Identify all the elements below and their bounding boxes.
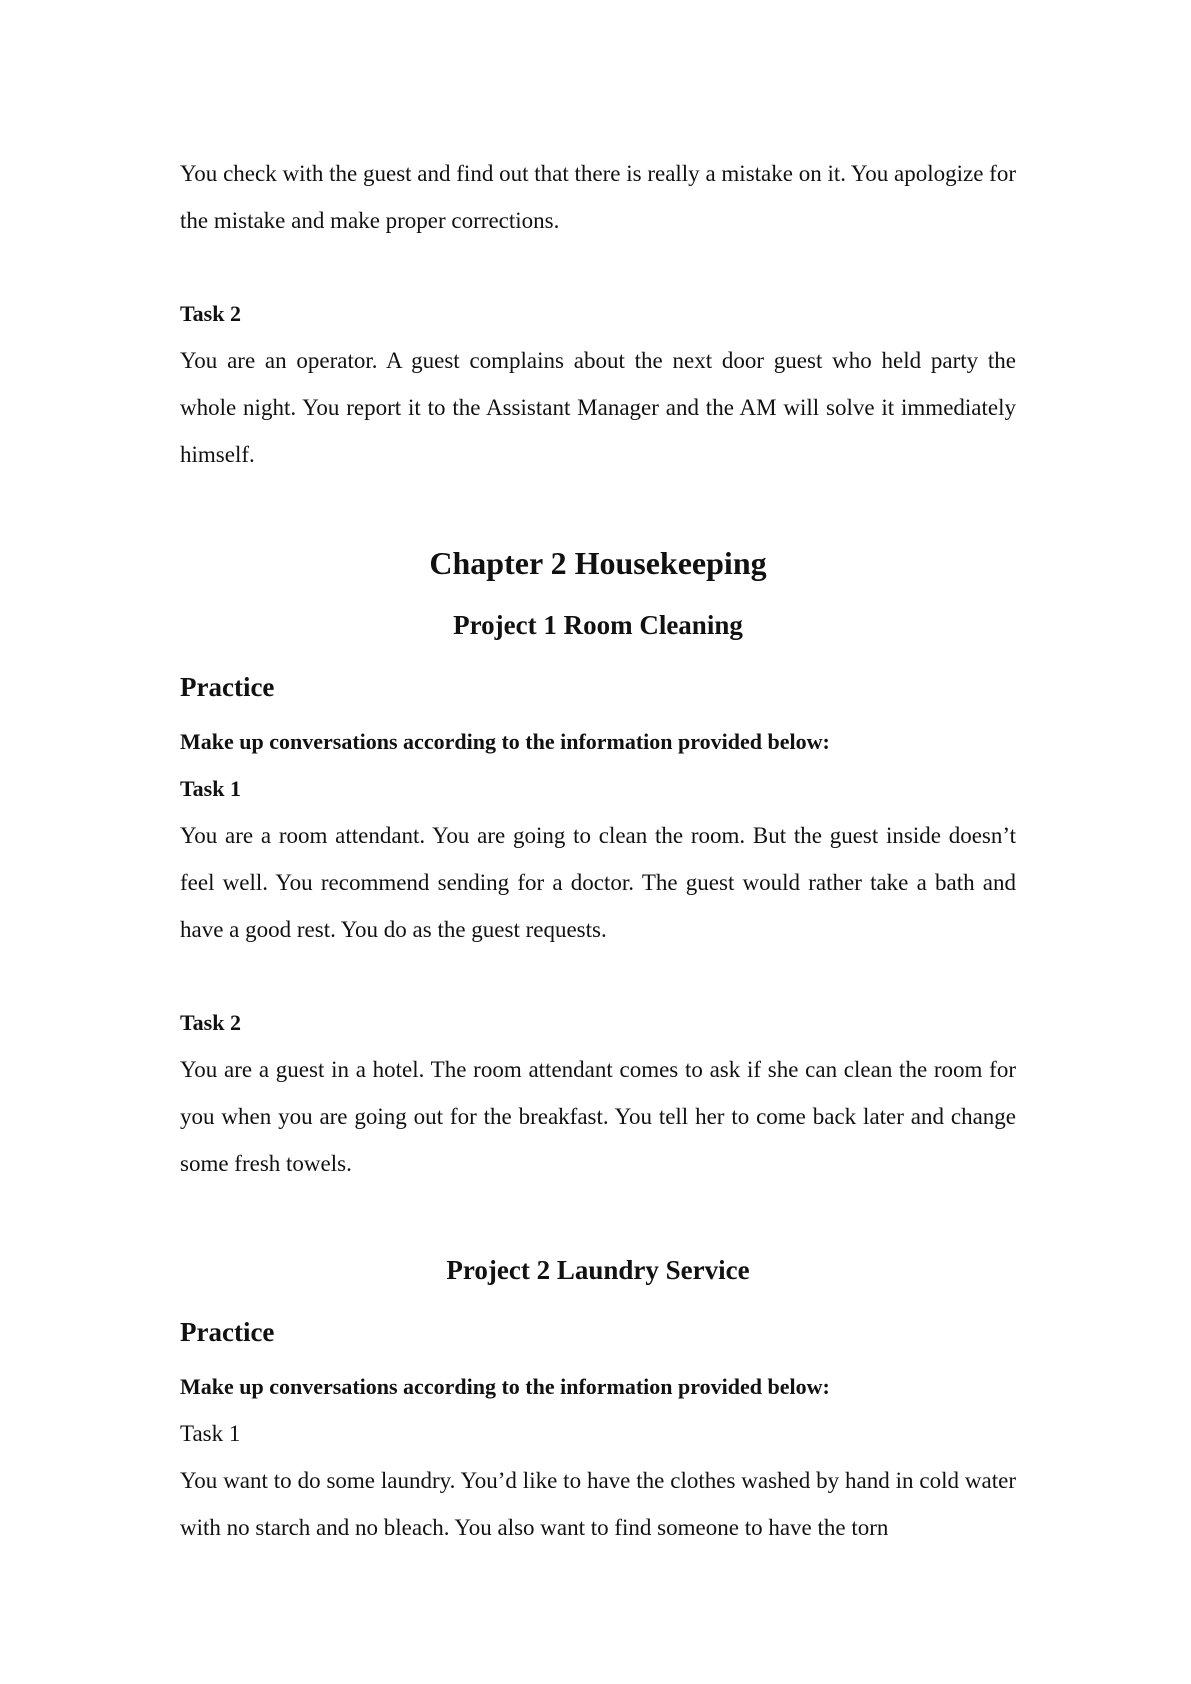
project-2-task-1-paragraph: You want to do some laundry. You’d like to have the clothes washed by hand in cold water with no starch and no bleach. You also want to find someone to have the torn [180, 1468, 1016, 1540]
document-page [180, 150, 1016, 1551]
project-1-task-1-heading: Task 1 [180, 776, 241, 801]
project-2-task-1-heading: Task 1 [180, 1421, 241, 1446]
project-2-instruction: Make up conversations according to the information provided below: [180, 1374, 830, 1399]
spacer [180, 478, 1016, 532]
chapter-title: Chapter 2 Housekeeping [429, 545, 767, 581]
project-2-title: Project 2 Laundry Service [446, 1255, 750, 1285]
project-2-practice-heading: Practice [180, 1317, 275, 1347]
task-2-paragraph: You are an operator. A guest complains about the next door guest who held party the whole night. You report it to the Assistant Manager and the AM will solve it immediately himself. [180, 348, 1016, 467]
project-1-task-2-paragraph: You are a guest in a hotel. The room attendant comes to ask if she can clean the room for you when you are going out for the breakfast. You tell her to come back later and change some fresh towels. [180, 1057, 1016, 1176]
project-1-practice-heading: Practice [180, 672, 275, 702]
spacer [180, 953, 1016, 999]
project-1-task-1-paragraph: You are a room attendant. You are going to clean the room. But the guest inside doesn’t feel well. You recommend sending for a doctor. The guest would rather take a bath and have a good rest. You do as the guest requests. [180, 823, 1016, 942]
task-2-heading: Task 2 [180, 301, 241, 326]
spacer [180, 1187, 1016, 1239]
project-1-task-2-heading: Task 2 [180, 1010, 241, 1035]
intro-paragraph: You check with the guest and find out that there is really a mistake on it. You apologize for the mistake and make proper corrections. [180, 161, 1016, 233]
project-1-instruction: Make up conversations according to the information provided below: [180, 729, 830, 754]
project-1-title: Project 1 Room Cleaning [453, 610, 743, 640]
spacer [180, 244, 1016, 290]
